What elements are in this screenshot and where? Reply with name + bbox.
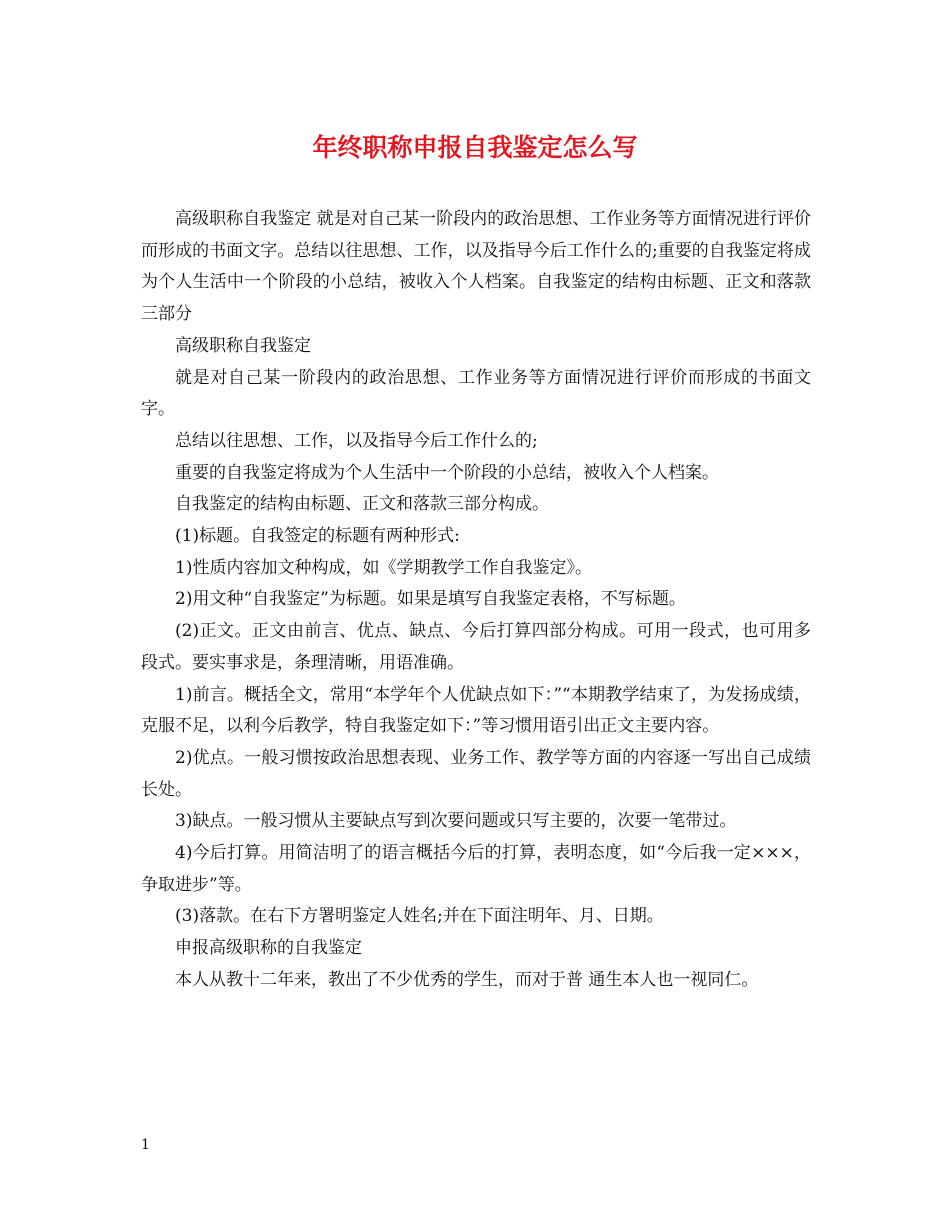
paragraph: 2)优点。一般习惯按政治思想表现、业务工作、教学等方面的内容逐一写出自己成绩长处。 — [141, 747, 811, 800]
paragraph: 高级职称自我鉴定 就是对自己某一阶段内的政治思想、工作业务等方面情况进行评价而形成的书面文字。总结以往思想、工作，以及指导今后工作什么的;重要的自我鉴定将成为个人生活中一个阶段的小总结，被收入个人档案。自我鉴定的结构由标题、正文和落款三部分 — [141, 209, 811, 325]
paragraph: 3)缺点。一般习惯从主要缺点写到次要问题或只写主要的，次要一笔带过。 — [175, 811, 737, 832]
paragraph: 申报高级职称的自我鉴定 — [175, 938, 362, 959]
paragraph: 就是对自己某一阶段内的政治思想、工作业务等方面情况进行评价而形成的书面文字。 — [141, 367, 811, 420]
paragraph: 本人从教十二年来，教出了不少优秀的学生，而对于普 通生本人也一视同仁。 — [175, 969, 759, 990]
paragraph: 4)今后打算。用简洁明了的语言概括今后的打算，表明态度，如“今后我一定×××，争取进步”等。 — [141, 843, 811, 895]
page-number: 1 — [141, 1137, 150, 1153]
document-body — [141, 204, 811, 997]
paragraph: 1)前言。概括全文，常用“本学年个人优缺点如下：”“本期教学结束了，为发扬成绩，克服不足，以利今后教学，特自我鉴定如下：”等习惯用语引出正文主要内容。 — [141, 684, 811, 737]
paragraph: 1)性质内容加文种构成，如《学期教学工作自我鉴定》。 — [175, 557, 592, 578]
paragraph: (1)标题。自我签定的标题有两种形式: — [175, 526, 460, 547]
paragraph: (3)落款。在右下方署明鉴定人姓名;并在下面注明年、月、日期。 — [175, 906, 664, 927]
paragraph: 总结以往思想、工作，以及指导今后工作什么的; — [175, 430, 538, 451]
paragraph: 2)用文种“自我鉴定”为标题。如果是填写自我鉴定表格，不写标题。 — [175, 589, 686, 610]
page-title: 年终职称申报自我鉴定怎么写 — [312, 133, 638, 162]
paragraph: 高级职称自我鉴定 — [175, 335, 311, 356]
paragraph: (2)正文。正文由前言、优点、缺点、今后打算四部分构成。可用一段式，也可用多段式。要实事求是，条理清晰，用语准确。 — [141, 621, 811, 673]
paragraph: 自我鉴定的结构由标题、正文和落款三部分构成。 — [175, 494, 549, 515]
paragraph: 重要的自我鉴定将成为个人生活中一个阶段的小总结，被收入个人档案。 — [175, 462, 719, 483]
